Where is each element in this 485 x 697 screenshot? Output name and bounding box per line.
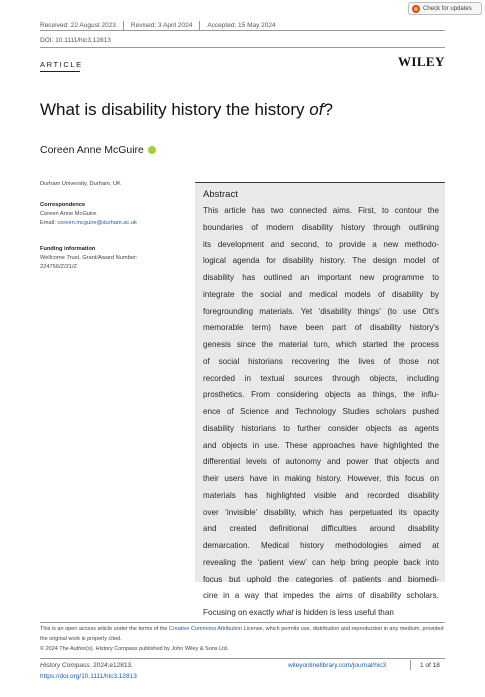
abstract-word: highlighted xyxy=(383,440,423,450)
abstract-word: second, xyxy=(290,239,320,249)
abstract-word: users xyxy=(224,474,245,483)
abstract-word: social xyxy=(218,356,240,366)
abstract-word: that xyxy=(374,457,388,467)
abstract-word: what xyxy=(276,608,294,617)
abstract-word: history. xyxy=(316,474,342,483)
abstract-word: which xyxy=(302,507,324,517)
abstract-word: than xyxy=(378,608,394,617)
abstract-word: models xyxy=(344,289,371,299)
abstract-word: ‘patient xyxy=(257,557,284,567)
abstract-word: their xyxy=(203,474,219,483)
doi-link[interactable]: https://doi.org/10.1111/hic3.12813 xyxy=(40,673,137,680)
abstract-word: the xyxy=(241,289,254,299)
funding-line: Wellcome Trust, Grant/Award Number: xyxy=(40,255,138,261)
abstract-word: in xyxy=(252,440,260,450)
abstract-word: difficulties xyxy=(321,524,357,534)
abstract-word: recovering xyxy=(291,356,330,366)
email-label: Email: xyxy=(40,220,58,226)
license-part: This is an open access article under the terms of the xyxy=(40,626,170,632)
abstract-word: historians xyxy=(248,356,283,366)
abstract-word: and xyxy=(288,289,302,299)
abstract-word: material xyxy=(278,340,308,349)
author-name[interactable]: Coreen Anne McGuire xyxy=(40,144,144,156)
abstract-word: into xyxy=(425,557,439,567)
abstract-word: disability xyxy=(301,222,333,232)
abstract-word: aims. xyxy=(332,206,353,215)
abstract-word: not xyxy=(427,356,439,366)
funding-block xyxy=(40,245,137,272)
abstract-word: the xyxy=(338,356,350,366)
abstract-word: lives xyxy=(358,356,375,366)
affiliation: Durham University, Durham, UK xyxy=(40,181,121,187)
abstract-word: These xyxy=(284,440,308,450)
abstract-word: for xyxy=(266,256,276,266)
abstract-rule xyxy=(195,182,445,183)
abstract-word: modern xyxy=(266,222,294,232)
author-line xyxy=(40,144,156,156)
abstract-word: article xyxy=(224,206,246,215)
abstract-word: by xyxy=(430,289,439,299)
abstract-line xyxy=(203,605,439,622)
abstract-word: created xyxy=(229,524,257,534)
abstract-word: boundaries xyxy=(203,222,244,232)
abstract-word: This xyxy=(203,206,219,215)
abstract-word: of xyxy=(377,289,385,299)
abstract-word: useful xyxy=(354,608,376,617)
abstract-word: outlining xyxy=(408,222,439,232)
abstract-word: of xyxy=(339,574,347,584)
abstract-word: of xyxy=(272,457,280,467)
abstract-word: agenda xyxy=(232,256,260,266)
abstract-word: objects xyxy=(221,440,248,450)
abstract-word: been xyxy=(305,323,324,333)
abstract-word: have xyxy=(279,323,298,333)
abstract-word: considering xyxy=(276,390,319,400)
copyright: © 2024 The Author(s). History Compass published by John Wiley & Sons Ltd. xyxy=(40,645,229,652)
abstract-word: of xyxy=(226,407,234,416)
abstract-word: use. xyxy=(264,440,280,450)
correspondence-block xyxy=(40,201,137,228)
header-rule xyxy=(40,30,445,31)
abstract-word: hidden xyxy=(303,608,328,617)
abstract-word: focus xyxy=(203,574,223,584)
abstract-word: two xyxy=(270,206,284,215)
abstract-word: things, xyxy=(372,390,397,400)
abstract-word: revealing xyxy=(203,557,236,567)
abstract-word: to xyxy=(432,273,439,282)
abstract-word: started xyxy=(362,340,388,349)
abstract-word: outlined xyxy=(263,273,292,282)
abstract-word: the xyxy=(261,340,274,349)
abstract-word: foregrounding xyxy=(203,306,253,316)
abstract-word: process xyxy=(410,340,439,349)
abstract-word: can xyxy=(312,557,326,567)
abstract-word: important xyxy=(317,273,352,282)
journal-site-link[interactable]: wileyonlinelibrary.com/journal/hic3 xyxy=(288,662,387,669)
abstract-word: use xyxy=(403,306,417,316)
header-doi: DOI: 10.1111/hic3.12813 xyxy=(40,37,111,44)
publisher-logo: WILEY xyxy=(398,54,445,69)
abstract-word: First, xyxy=(358,206,377,215)
abstract-word: biomedi- xyxy=(407,574,439,584)
abstract-word: ‘disability xyxy=(318,306,352,316)
abstract-word: textual xyxy=(260,373,285,383)
abstract-word: medical xyxy=(309,289,338,299)
abstract-word: categories xyxy=(295,574,333,584)
abstract-word: objects, xyxy=(369,373,398,383)
abstract-word: prosthetics. xyxy=(203,390,245,400)
abstract-word: of xyxy=(358,591,365,601)
abstract-word: definitional xyxy=(269,524,309,534)
abstract-word: patients xyxy=(352,574,382,584)
abstract-word: new xyxy=(383,239,399,249)
abstract-word: recorded xyxy=(203,373,235,383)
abstract-word: historians xyxy=(241,423,276,433)
abstract-word: perpetuated xyxy=(349,507,393,517)
abstract-word: term) xyxy=(252,323,271,333)
abstract-word: the xyxy=(427,206,439,215)
abstract-word: methodologies xyxy=(335,541,388,550)
abstract-line xyxy=(203,237,439,254)
abstract-word: way xyxy=(244,591,260,601)
abstract-word: a xyxy=(234,591,240,601)
abstract-word: pushed xyxy=(412,407,439,416)
abstract-word: objects xyxy=(324,390,351,400)
abstract-word: However, xyxy=(347,474,382,483)
abstract-word: on xyxy=(237,608,247,617)
abstract-word: of xyxy=(354,323,362,333)
correspondence-email xyxy=(40,219,137,228)
abstract-line xyxy=(203,421,439,438)
abstract-word: connected xyxy=(289,206,327,215)
abstract-word: since xyxy=(236,340,256,349)
correspondence-name: Coreen Anne McGuire. xyxy=(40,211,98,217)
abstract-word: of xyxy=(251,222,259,232)
abstract-word: demarcation. xyxy=(203,541,250,550)
abstract-word: and xyxy=(326,457,341,467)
abstract-word: cine xyxy=(203,591,218,601)
abstract-word: and xyxy=(203,524,217,534)
abstract-word: Studies xyxy=(342,407,370,416)
abstract-word: visible xyxy=(313,490,337,500)
abstract-word: disability xyxy=(392,289,424,299)
abstract-word: which xyxy=(335,340,357,349)
abstract-word: methodo- xyxy=(404,239,439,249)
footer-rule xyxy=(40,658,445,659)
abstract-line xyxy=(203,438,439,455)
abstract-word: disability xyxy=(282,256,314,266)
abstract-word: disability xyxy=(407,524,439,534)
abstract-word: in xyxy=(244,373,251,383)
abstract-word: and xyxy=(203,440,217,450)
publication-dates xyxy=(40,21,276,30)
abstract-word: social xyxy=(260,289,282,299)
title-text: What is disability history the history xyxy=(40,100,310,119)
abstract-word: disability xyxy=(203,273,235,282)
correspondence-heading: Correspondence xyxy=(40,202,86,208)
abstract-word: scholars xyxy=(375,407,406,416)
abstract-word: highlighted xyxy=(266,490,306,500)
abstract-word: is xyxy=(329,608,336,617)
abstract-word: integrate xyxy=(203,289,235,299)
abstract-word: ‘invisible’ xyxy=(225,507,258,517)
abstract-word: have xyxy=(360,440,378,450)
abstract-word: less xyxy=(337,608,353,617)
journal-citation xyxy=(40,662,133,669)
abstract-line xyxy=(203,320,439,337)
abstract-word: in xyxy=(223,591,230,601)
abstract-word: through xyxy=(373,222,401,232)
abstract-word: and xyxy=(425,457,439,467)
abstract-line xyxy=(203,304,439,321)
abstract-word: is xyxy=(295,608,302,617)
abstract-word: Focusing xyxy=(203,608,236,617)
divider xyxy=(410,660,411,670)
abstract-word: power xyxy=(346,457,369,467)
abstract-word: ence xyxy=(203,407,221,416)
abstract-word: and xyxy=(270,239,285,249)
journal-name: History Compass xyxy=(40,662,90,669)
abstract-word: has xyxy=(242,273,256,282)
abstract-word: sources xyxy=(294,373,323,383)
abstract-word: and xyxy=(345,490,359,500)
abstract-word: and xyxy=(275,407,289,416)
abstract-line xyxy=(203,270,439,287)
abstract-word: logical xyxy=(203,256,226,266)
header-rule xyxy=(40,47,445,48)
abstract-word: as xyxy=(357,390,366,400)
abstract-word: has xyxy=(244,490,258,500)
abstract-word: to xyxy=(283,423,291,433)
abstract-word: genesis xyxy=(203,340,231,349)
abstract-word: Medical xyxy=(260,541,289,550)
email-link[interactable]: coreen.mcguire@durham.ac.uk xyxy=(57,220,137,226)
abstract-word: history's xyxy=(409,323,439,333)
abstract-line xyxy=(203,538,439,555)
abstract-word: has xyxy=(251,206,265,215)
abstract-word: in xyxy=(272,474,280,483)
abstract-word: this xyxy=(386,474,400,483)
abstract-word: impedes xyxy=(283,591,314,601)
abstract-word: an xyxy=(300,273,310,282)
check-for-updates-label: Check for updates xyxy=(423,5,472,12)
check-for-updates-badge[interactable] xyxy=(408,2,482,15)
cc-license-link[interactable]: Creative Commons Attribution xyxy=(169,626,243,632)
footer-rule xyxy=(40,622,445,623)
abstract-word: materials. xyxy=(259,306,295,316)
divider xyxy=(199,21,200,30)
abstract-word: has xyxy=(329,507,343,517)
abstract-word: provide xyxy=(339,239,366,249)
abstract-word: of xyxy=(203,356,210,366)
abstract-word: aims xyxy=(335,591,353,601)
abstract-line xyxy=(203,354,439,371)
abstract-line xyxy=(203,287,439,304)
abstract-line xyxy=(203,387,439,404)
abstract-line xyxy=(203,588,439,605)
abstract-line xyxy=(203,555,439,572)
abstract-word: things’ xyxy=(357,306,382,316)
abstract-word: around xyxy=(369,524,395,534)
crossmark-icon xyxy=(412,5,420,13)
abstract-word: back xyxy=(403,557,421,567)
citation-info: . 2024;e12813. xyxy=(89,662,133,669)
license-part: License, which permits use, distribution and reproduction in any medium, provided the original work is properly cited. xyxy=(40,626,444,642)
abstract-word: consider xyxy=(327,423,359,433)
abstract-line xyxy=(203,488,439,505)
abstract-word: The xyxy=(352,256,367,266)
abstract-word: development xyxy=(217,239,265,249)
abstract-line xyxy=(203,505,439,522)
accepted-date: Accepted: 15 May 2024 xyxy=(207,22,276,29)
title-end: ? xyxy=(323,100,333,119)
abstract-word: differential xyxy=(203,457,241,467)
abstract-word: that xyxy=(264,591,278,601)
abstract-word: history. xyxy=(320,256,346,266)
abstract-word: (to xyxy=(387,306,397,316)
abstract-word: levels xyxy=(246,457,267,467)
abstract-line xyxy=(203,253,439,270)
abstract-word: opacity xyxy=(413,507,439,517)
abstract-word: history xyxy=(341,222,365,232)
abstract-word: have xyxy=(249,474,268,483)
license-statement xyxy=(40,625,445,645)
abstract-word: and xyxy=(387,574,402,584)
abstract-word: Yet xyxy=(300,306,313,316)
abstract-word: exactly xyxy=(249,608,275,617)
abstract-word: to xyxy=(382,206,389,215)
abstract-word: agents xyxy=(414,423,439,433)
funding-line: 224756/Z/21/Z xyxy=(40,264,77,270)
abstract-word: design xyxy=(372,256,397,266)
abstract-word: focus xyxy=(405,474,425,483)
revised-date: Revised: 3 April 2024 xyxy=(130,22,193,29)
abstract-word: the xyxy=(393,340,405,349)
abstract-word: Technology xyxy=(295,407,337,416)
abstract-word: From xyxy=(251,390,271,400)
abstract-line xyxy=(203,572,439,589)
abstract-word: on xyxy=(429,474,439,483)
abstract-heading: Abstract xyxy=(203,189,238,200)
page-number: 1 of 18 xyxy=(420,662,440,669)
abstract-line xyxy=(203,471,439,488)
abstract-word: the xyxy=(403,390,415,400)
abstract-word: model xyxy=(403,256,426,266)
abstract-word: a xyxy=(372,239,377,249)
abstract-line xyxy=(203,220,439,237)
abstract-word: uphold xyxy=(246,574,272,584)
abstract-word: further xyxy=(297,423,321,433)
abstract-word: of xyxy=(383,356,391,366)
received-date: Received: 22 August 2023 xyxy=(40,22,116,29)
abstract-word: the xyxy=(319,591,331,601)
article-title xyxy=(40,100,333,120)
abstract-word: objects xyxy=(393,457,420,467)
abstract-line xyxy=(203,203,439,220)
title-emphasis: of xyxy=(309,100,324,119)
divider xyxy=(123,21,124,30)
abstract-word: disability xyxy=(203,423,235,433)
abstract-word: contour xyxy=(394,206,422,215)
abstract-body xyxy=(203,203,439,622)
abstract-word: to xyxy=(325,239,333,249)
license-text xyxy=(40,625,445,654)
abstract-word: autonomy xyxy=(285,457,322,467)
abstract-word: aimed xyxy=(398,541,421,550)
section-label: ARTICLE xyxy=(40,60,83,69)
abstract-word: people xyxy=(374,557,399,567)
abstract-word: disability xyxy=(370,591,402,601)
abstract-word: its xyxy=(398,507,407,517)
abstract-word: part xyxy=(332,323,347,333)
section-underline xyxy=(40,71,80,72)
abstract-word: disability xyxy=(407,490,439,500)
abstract-word: programme xyxy=(382,273,424,282)
abstract-word: of xyxy=(432,256,439,266)
abstract-line xyxy=(203,454,439,471)
funding-heading: Funding information xyxy=(40,246,96,252)
abstract-word: Ott's xyxy=(422,306,439,316)
orcid-icon[interactable] xyxy=(148,146,156,154)
abstract-word: bring xyxy=(350,557,369,567)
abstract-word: approaches xyxy=(312,440,356,450)
abstract-word: help xyxy=(330,557,346,567)
abstract-word: recorded xyxy=(367,490,400,500)
abstract-line xyxy=(203,337,439,354)
abstract-word: at xyxy=(432,541,439,550)
abstract-word: but xyxy=(228,574,241,584)
abstract-word: view’ xyxy=(288,557,307,567)
abstract-word: its xyxy=(203,239,212,249)
abstract-word: memorable xyxy=(203,323,244,333)
abstract-word: the xyxy=(427,440,439,450)
abstract-word: disability xyxy=(369,323,402,333)
abstract-word: influ- xyxy=(421,390,439,400)
abstract-line xyxy=(203,371,439,388)
abstract-word: scholars. xyxy=(406,591,439,601)
abstract-word: over xyxy=(203,507,219,517)
abstract-word: making xyxy=(284,474,311,483)
abstract-word: materials xyxy=(203,490,236,500)
abstract-line xyxy=(203,521,439,538)
abstract-word: turn, xyxy=(313,340,330,349)
abstract-word: including xyxy=(407,373,439,383)
abstract-word: history xyxy=(300,541,324,550)
abstract-line xyxy=(203,404,439,421)
abstract-word: through xyxy=(332,373,360,383)
abstract-word: the xyxy=(277,574,289,584)
abstract-word: as xyxy=(398,423,408,433)
abstract-word: objects xyxy=(365,423,392,433)
abstract-word: the xyxy=(241,557,253,567)
abstract-word: disability, xyxy=(263,507,297,517)
abstract-word: Science xyxy=(240,407,269,416)
abstract-word: new xyxy=(359,273,375,282)
abstract-word: those xyxy=(399,356,419,366)
